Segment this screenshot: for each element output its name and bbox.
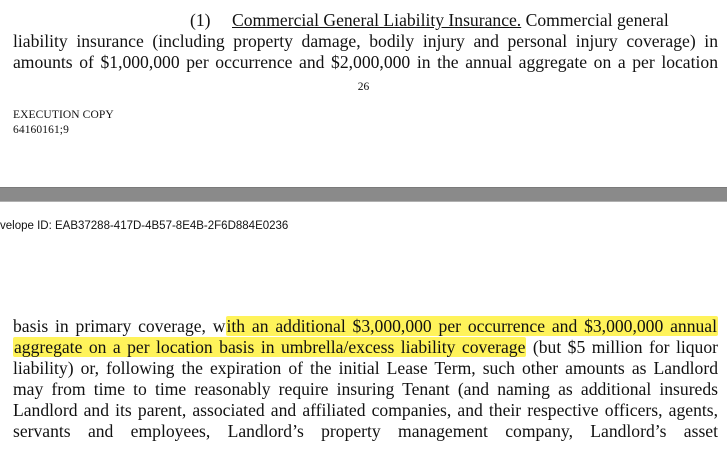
paragraph-line: liability insurance (including property damage, bodily injury and personal injury coverage) in (13, 31, 718, 51)
highlighted-text: aggregate on a per location basis in umbrella/excess liability coverage (14, 337, 526, 357)
paragraph-line: Landlord and its parent, associated and affiliated companies, and their respective officers, agents, (13, 400, 718, 420)
page-separator (0, 187, 727, 202)
paragraph-line-highlighted (13, 337, 718, 357)
section-number: (1) (190, 10, 211, 30)
highlighted-text: ith an additional $3,000,000 per occurrence and $3,000,000 annual (226, 316, 717, 336)
paragraph-line: servants and employees, Landlord’s property management company, Landlord’s asset (13, 421, 718, 441)
paragraph-line: may from time to time reasonably require insuring Tenant (and naming as additional insureds (13, 379, 718, 399)
paragraph-line-highlighted (13, 316, 718, 336)
footer-label: EXECUTION COPY (13, 109, 114, 121)
page-27 (0, 202, 727, 453)
section-heading: Commercial General Liability Insurance. (232, 10, 522, 30)
line-text: basis in primary coverage, w (13, 316, 226, 336)
section-heading-line (190, 10, 718, 30)
section-heading-tail: Commercial general (525, 10, 669, 30)
paragraph-line: liability) or, following the expiration of the initial Lease Term, such other amounts as Landlord (13, 358, 718, 378)
page-number: 26 (357, 81, 370, 93)
line-text: (but $5 million for liquor (532, 337, 718, 357)
paragraph-line: amounts of $1,000,000 per occurrence and $2,000,000 in the annual aggregate on a per location (13, 52, 718, 72)
docusign-envelope-id: velope ID: EAB37288-417D-4B57-8E4B-2F6D884E0236 (0, 220, 289, 232)
page-26 (0, 0, 727, 187)
footer-doc-id: 64160161;9 (13, 124, 69, 136)
